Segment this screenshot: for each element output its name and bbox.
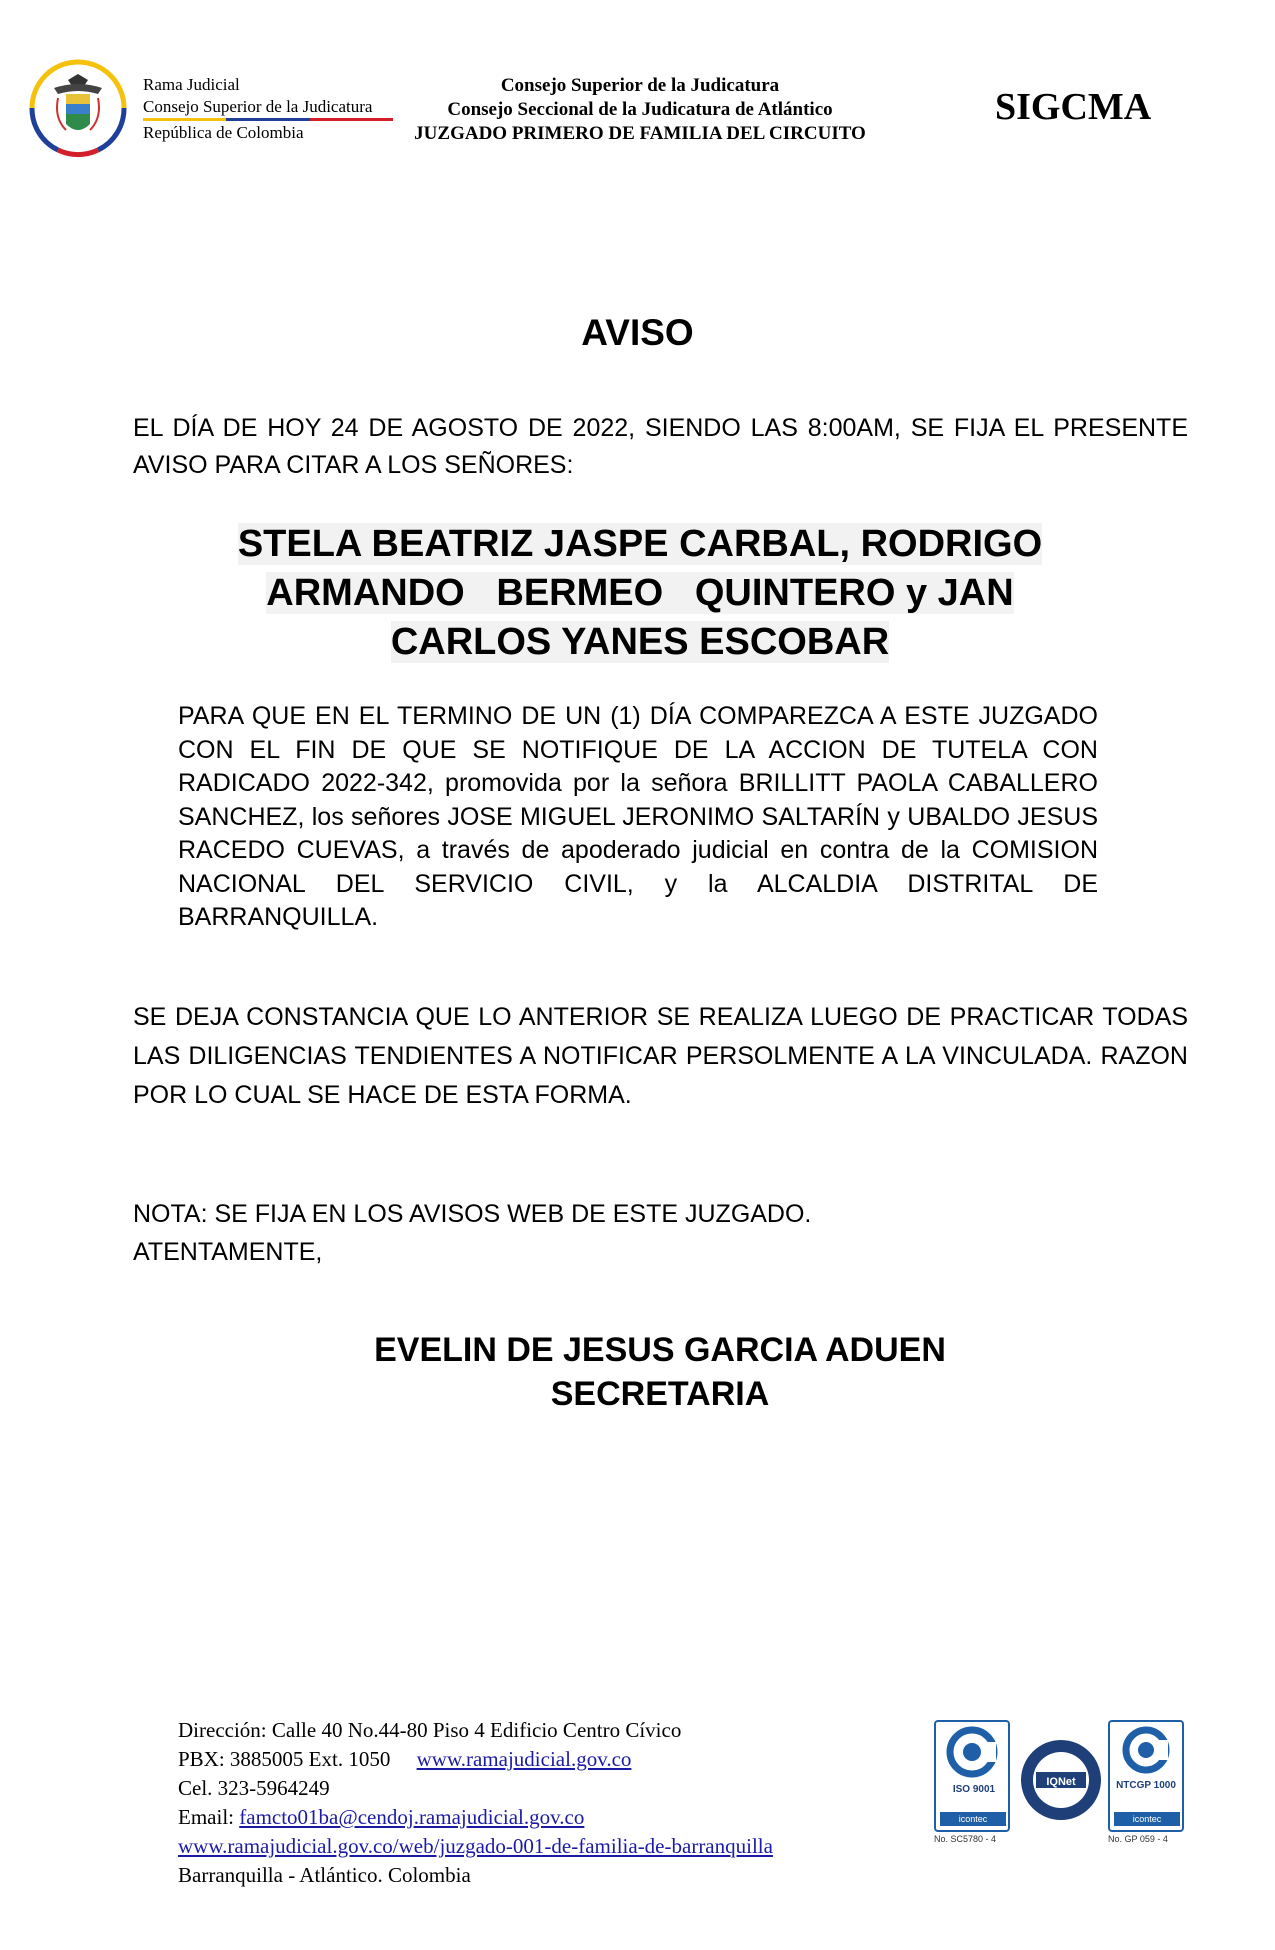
signature-block: [0, 1328, 1275, 1416]
cert-1-brand: icontec: [940, 1812, 1006, 1826]
header-line-juzgado: JUZGADO PRIMERO DE FAMILIA DEL CIRCUITO: [414, 123, 866, 144]
footer-court-url-row: [178, 1832, 938, 1861]
signer-name: EVELIN DE JESUS GARCIA ADUEN: [374, 1331, 946, 1369]
constancia-paragraph: SE DEJA CONSTANCIA QUE LO ANTERIOR SE REALIZA LUEGO DE PRACTICAR TODAS LAS DILIGENCIAS TENDIENTES A NOTIFICAR PERSOLMENTE A LA VINCULADA. RAZON POR LO CUAL SE HACE DE ESTA FORMA.: [133, 1003, 1188, 1109]
closing-text: ATENTAMENTE,: [133, 1238, 323, 1266]
colombia-coat-of-arms-logo: [28, 58, 128, 158]
header-institution: [300, 74, 980, 146]
tutela-paragraph: PARA QUE EN EL TERMINO DE UN (1) DÍA COMPAREZCA A ESTE JUZGADO CON EL FIN DE QUE SE NOTIFIQUE DE LA ACCION DE TUTELA CON RADICADO 2022-342, promovida por la señora BRILLITT PAOLA CABALLERO SANCHEZ, los señores JOSE MIGUEL JERONIMO SALTARÍN y UBALDO JESUS RACEDO CUEVAS, a través de apoderado judicial en contra de la COMISION NACIONAL DEL SERVICIO CIVIL, y la ALCALDIA DISTRITAL DE BARRANQUILLA.: [178, 702, 1098, 931]
cert-3-brand: icontec: [1114, 1812, 1180, 1826]
cited-names-line-2: ARMANDO BERMEO QUINTERO y JAN: [266, 572, 1014, 614]
page-title: AVISO: [581, 312, 694, 353]
cert-1-frame: [934, 1720, 1010, 1832]
footer-email-row: [178, 1803, 938, 1832]
footer-website-link[interactable]: www.ramajudicial.gov.co: [416, 1747, 632, 1771]
icontec-icon: [1110, 1722, 1182, 1778]
cited-names-line-1: STELA BEATRIZ JASPE CARBAL, RODRIGO: [237, 523, 1043, 565]
intro-paragraph: EL DÍA DE HOY 24 DE AGOSTO DE 2022, SIENDO LAS 8:00AM, SE FIJA EL PRESENTE AVISO PARA CITAR A LOS SEÑORES:: [133, 414, 1188, 479]
logo-line-consejo: Consejo Superior de la Judicatura: [143, 97, 373, 116]
nota-text: NOTA: SE FIJA EN LOS AVISOS WEB DE ESTE JUZGADO.: [133, 1200, 812, 1228]
cert-3-frame: [1108, 1720, 1184, 1832]
cert-3-label: NTCGP 1000: [1116, 1780, 1176, 1791]
iso-9001-certificate: [934, 1720, 1010, 1850]
signer-role: SECRETARIA: [550, 1375, 770, 1413]
cert-1-label: ISO 9001: [952, 1784, 996, 1795]
cert-2-label: IQNet: [1046, 1776, 1076, 1788]
sigcma-label: SIGCMA: [995, 86, 1152, 128]
footer-city: Barranquilla - Atlántico. Colombia: [178, 1863, 471, 1887]
logo-line-republica: República de Colombia: [143, 123, 304, 142]
cert-1-number: No. SC5780 - 4: [934, 1834, 997, 1844]
footer-email-label: Email:: [178, 1805, 234, 1829]
ntcgp-1000-certificate: [1108, 1720, 1184, 1850]
footer-pbx: PBX: 3885005 Ext. 1050: [178, 1747, 391, 1771]
header-line-consejo-superior: Consejo Superior de la Judicatura: [500, 75, 780, 96]
cited-names-line-3: CARLOS YANES ESCOBAR: [390, 621, 890, 663]
cited-names: [190, 520, 1090, 667]
iqnet-certificate: [1018, 1732, 1104, 1832]
footer-email-link[interactable]: famcto01ba@cendoj.ramajudicial.gov.co: [239, 1805, 585, 1829]
logo-line-rama: Rama Judicial: [143, 75, 240, 94]
cert-3-number: No. GP 059 - 4: [1108, 1834, 1168, 1844]
header-line-consejo-seccional: Consejo Seccional de la Judicatura de Atlántico: [447, 99, 833, 120]
footer-pbx-row: [178, 1745, 938, 1774]
flag-yellow-stripe: [143, 118, 226, 121]
footer-cel: Cel. 323-5964249: [178, 1776, 330, 1800]
footer-address: Dirección: Calle 40 No.44-80 Piso 4 Edificio Centro Cívico: [178, 1718, 682, 1742]
icontec-icon: [936, 1722, 1008, 1782]
flag-blue-stripe: [226, 118, 309, 121]
footer-court-url-link[interactable]: www.ramajudicial.gov.co/web/juzgado-001-de-familia-de-barranquilla: [178, 1834, 773, 1858]
nota-block: [133, 1195, 1188, 1271]
footer-contact: [178, 1716, 938, 1890]
